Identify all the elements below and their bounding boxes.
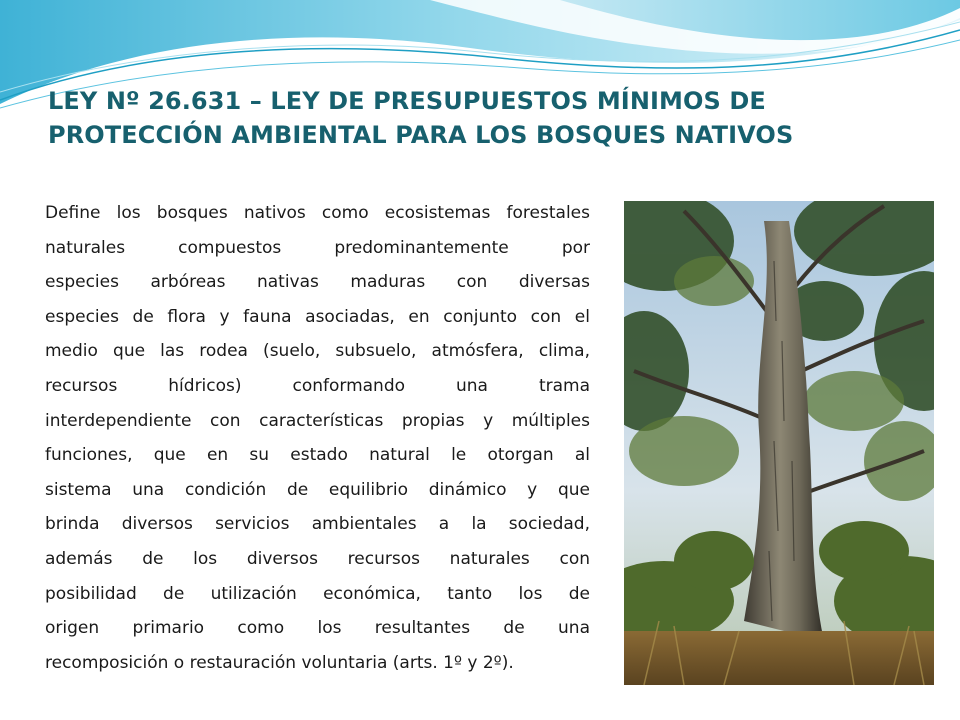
forest-tree-photo-icon xyxy=(624,201,934,685)
body-line: funciones, que en su estado natural le otorgan al xyxy=(45,445,590,466)
body-paragraph xyxy=(45,196,590,680)
forest-tree-photo xyxy=(624,201,934,685)
body-line: especies arbóreas nativas maduras con diversas xyxy=(45,272,590,293)
body-line: Define los bosques nativos como ecosistemas forestales xyxy=(45,203,590,223)
title-line-2: PROTECCIÓN AMBIENTAL PARA LOS BOSQUES NATIVOS xyxy=(48,121,794,149)
body-line: origen primario como los resultantes de una xyxy=(45,618,590,639)
body-line: recursos hídricos) conformando una trama xyxy=(45,375,590,396)
body-line: sistema una condición de equilibrio dinámico y que xyxy=(45,479,590,500)
title-line-1: LEY Nº 26.631 – LEY DE PRESUPUESTOS MÍNIMOS DE xyxy=(48,87,766,115)
body-line: naturales compuestos predominantemente por xyxy=(45,237,590,258)
body-line: interdependiente con características propias y múltiples xyxy=(45,410,590,431)
body-line: además de los diversos recursos naturales con xyxy=(45,548,590,569)
body-line: brinda diversos servicios ambientales a la sociedad, xyxy=(45,514,590,535)
body-line: recomposición o restauración voluntaria (arts. 1º y 2º). xyxy=(45,652,514,673)
body-line: medio que las rodea (suelo, subsuelo, atmósfera, clima, xyxy=(45,341,590,362)
slide-title xyxy=(48,84,928,152)
body-line: posibilidad de utilización económica, tanto los de xyxy=(45,583,590,604)
body-line: especies de flora y fauna asociadas, en conjunto con el xyxy=(45,306,590,327)
